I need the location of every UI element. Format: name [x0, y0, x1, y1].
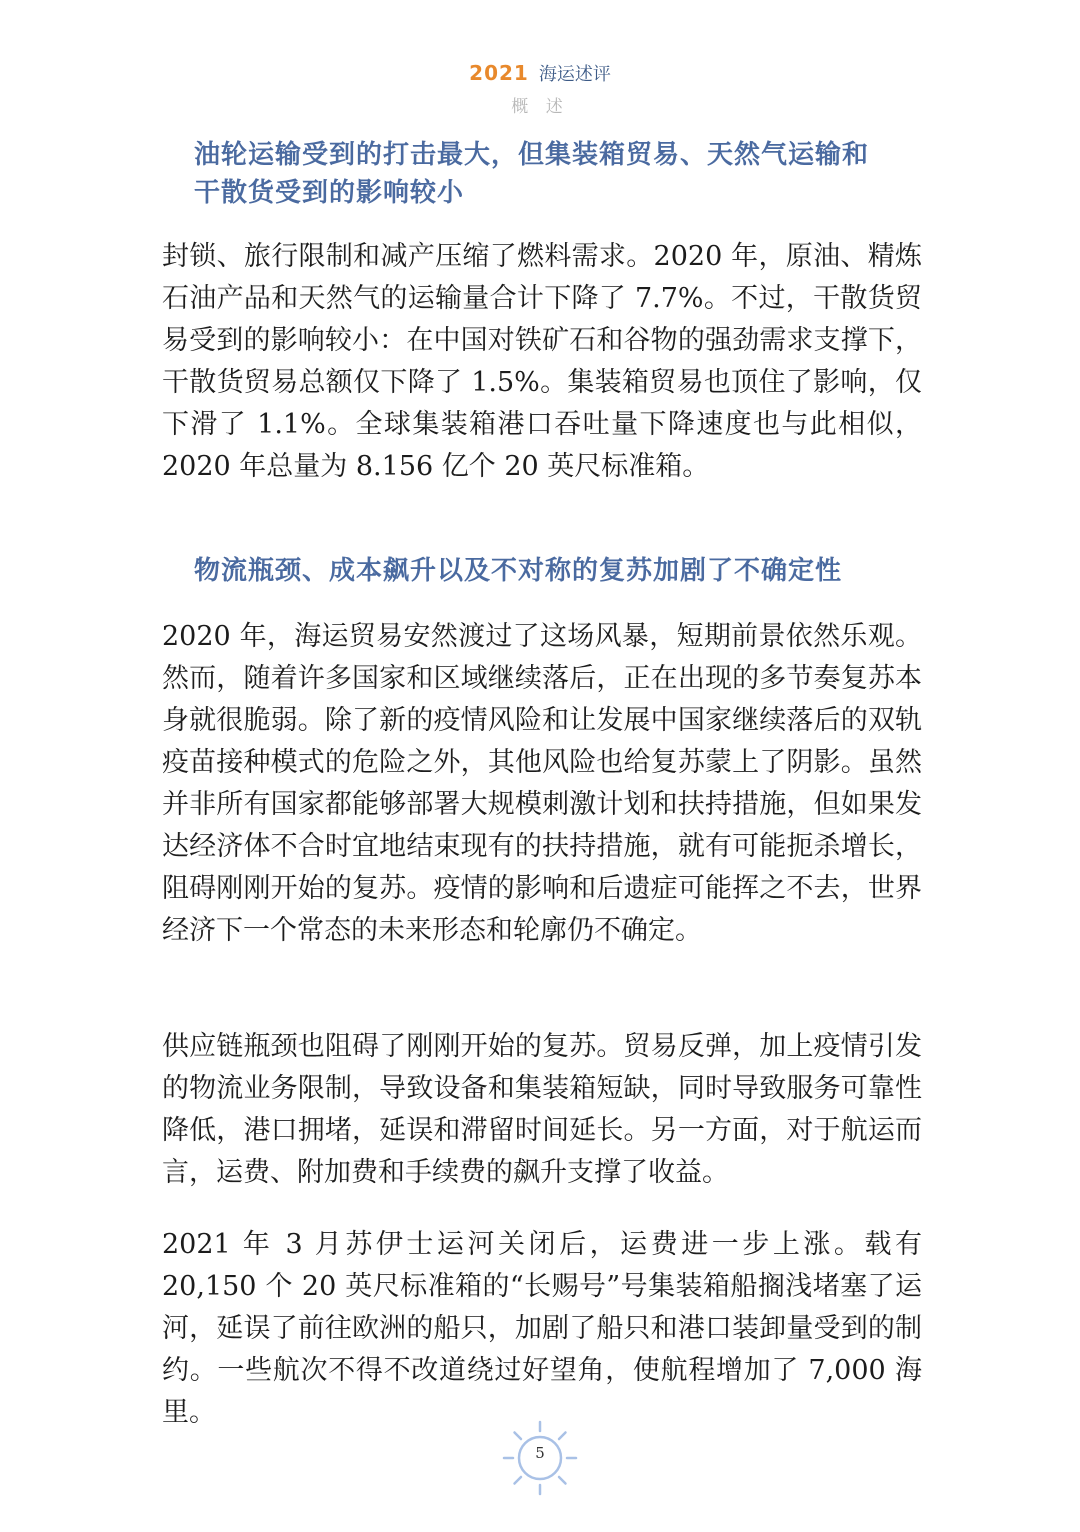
body-paragraph: 2020 年，海运贸易安然渡过了这场风暴，短期前景依然乐观。然而，随着许多国家和区域继续落后，正在出现的多节奏复苏本身就很脆弱。除了新的疫情风险和让发展中国家继续落后的双轨疫苗接种模式的危险之外，其他风险也给复苏蒙上了阴影。虽然并非所有国家都能够部署大规模刺激计划和扶持措施，但如果发达经济体不合时宜地结束现有的扶持措施，就有可能扼杀增长，阻碍刚刚开始的复苏。疫情的影响和后遗症可能挥之不去，世界经济下一个常态的未来形态和轮廓仍不确定。 [162, 621, 922, 946]
page-number: 5 [535, 1444, 545, 1462]
body-paragraph: 供应链瓶颈也阻碍了刚刚开始的复苏。贸易反弹，加上疫情引发的物流业务限制，导致设备和集装箱短缺，同时导致服务可靠性降低，港口拥堵，延误和滞留时间延长。另一方面，对于航运而言，运费、附加费和手续费的飙升支撑了收益。 [162, 1031, 922, 1188]
page-header [0, 60, 1080, 86]
header-subtitle: 概 述 [511, 97, 569, 117]
header-year: 2021 [469, 61, 529, 85]
header-title: 海运述评 [538, 64, 611, 85]
heading-line: 干散货受到的影响较小 [194, 178, 465, 208]
heading-line: 物流瓶颈、成本飙升以及不对称的复苏加剧了不确定性 [194, 556, 843, 586]
section-heading-1 [194, 136, 914, 212]
heading-line: 油轮运输受到的打击最大，但集装箱贸易、天然气运输和 [194, 140, 870, 170]
section-heading-2 [194, 552, 914, 590]
page-number-badge [500, 1418, 580, 1498]
body-paragraph: 2021 年 3 月苏伊士运河关闭后，运费进一步上涨。载有 20,150 个 20 英尺标准箱的“长赐号”号集装箱船搁浅堵塞了运河，延误了前往欧洲的船只，加剧了船只和港口装卸量受到的制约。一些航次不得不改道绕过好望角，使航程增加了 7,000 海里。 [162, 1229, 922, 1428]
body-paragraph: 封锁、旅行限制和减产压缩了燃料需求。2020 年，原油、精炼石油产品和天然气的运输量合计下降了 7.7%。不过，干散货贸易受到的影响较小：在中国对铁矿石和谷物的强劲需求支撑下，干散货贸易总额仅下降了 1.5%。集装箱贸易也顶住了影响，仅下滑了 1.1%。全球集装箱港口吞吐量下降速度也与此相似，2020 年总量为 8.156 亿个 20 英尺标准箱。 [162, 241, 922, 482]
